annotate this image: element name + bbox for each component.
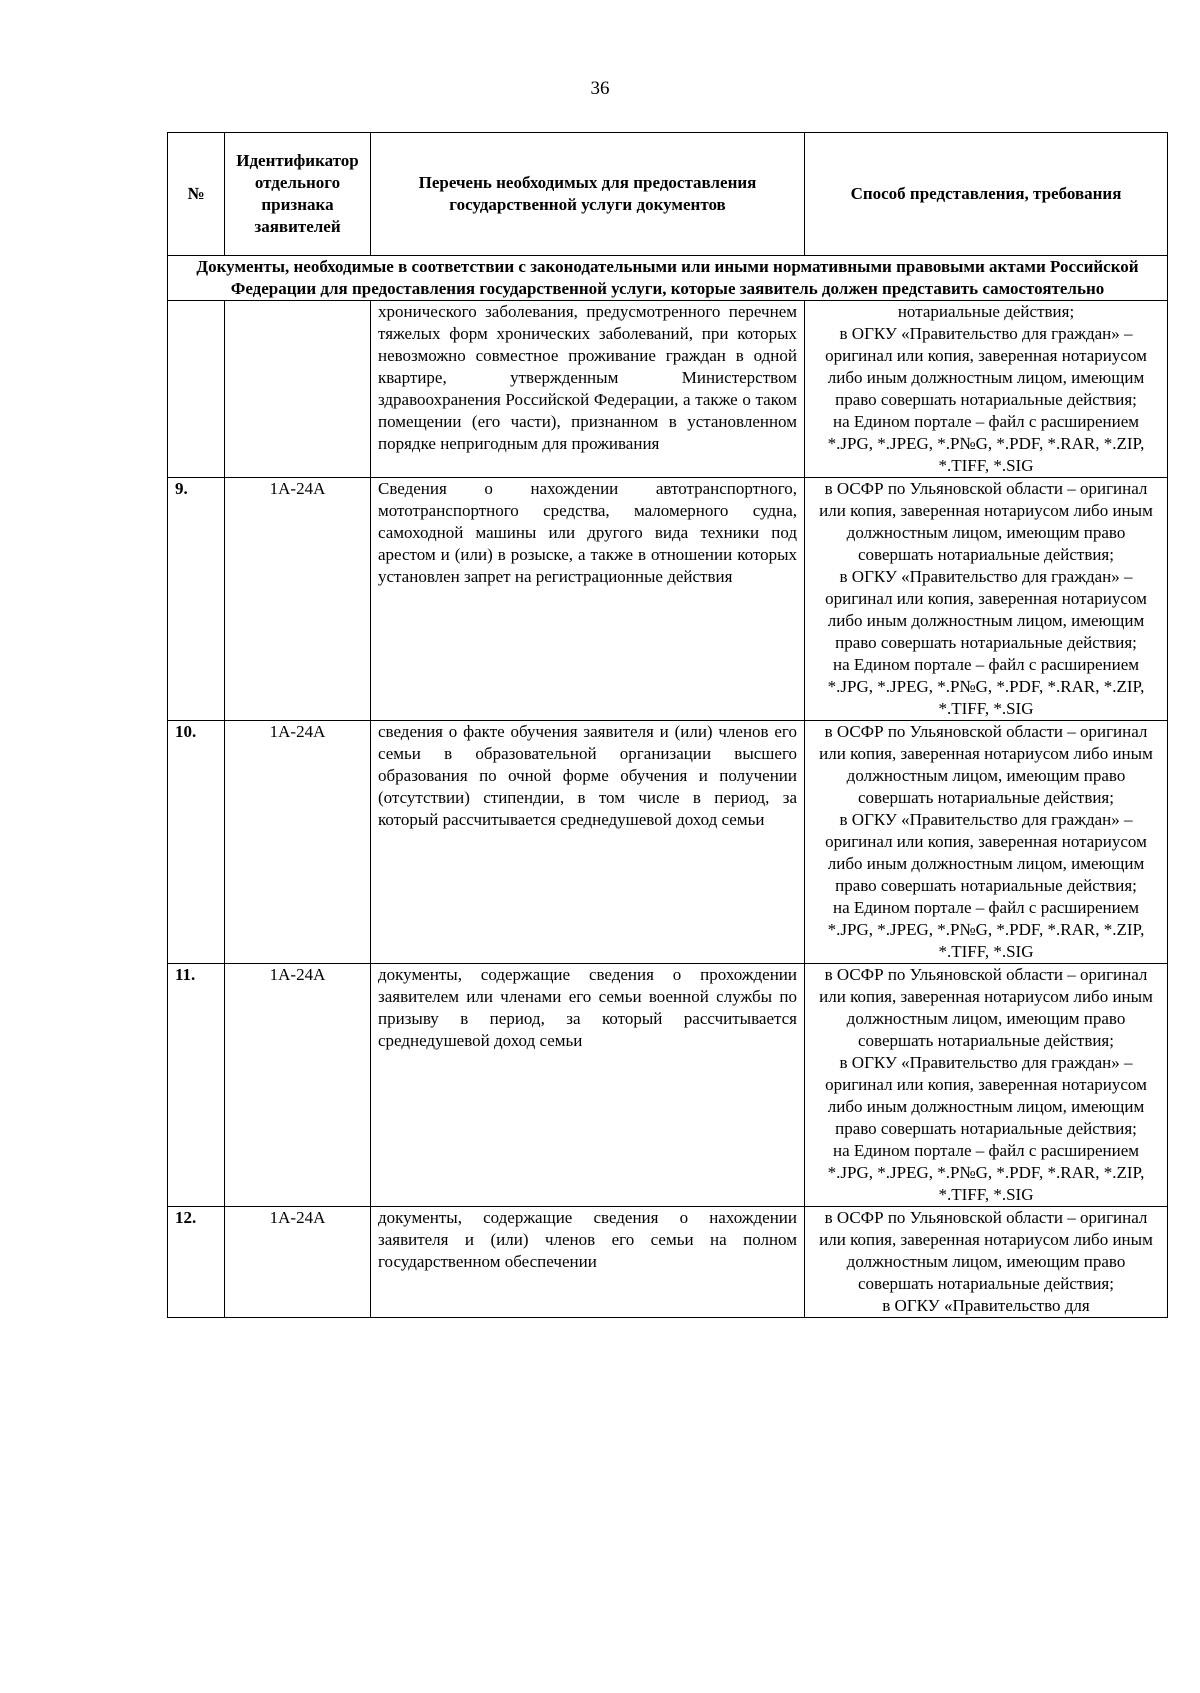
- row-identifier: 1А-24А: [225, 1207, 371, 1318]
- requirement-item: в ОГКУ «Правительство для граждан» – оригинал или копия, заверенная нотариусом либо иным должностным лицом, имеющим право совершать нотариальные действия;: [825, 324, 1147, 409]
- header-documents: Перечень необходимых для предоставления государственной услуги документов: [371, 133, 805, 256]
- header-method: Способ представления, требования: [805, 133, 1168, 256]
- section-title: Документы, необходимые в соответствии с законодательными или иными нормативными правовыми актами Российской Федерации для предоставления государственной услуги, которые заявитель должен представить самостоятельно: [168, 256, 1168, 301]
- row-description: Сведения о нахождении автотранспортного, мототранспортного средства, маломерного судна, самоходной машины или другого вида техники под арестом и (или) в розыске, а также в отношении которых установлен запрет на регистрационные действия: [371, 478, 805, 721]
- row-requirements: [805, 1207, 1168, 1318]
- row-description: документы, содержащие сведения о прохождении заявителем или членами его семьи военной службы по призыву в период, за который рассчитывается среднедушевой доход семьи: [371, 964, 805, 1207]
- row-number: 12.: [168, 1207, 225, 1318]
- row-number: 9.: [168, 478, 225, 721]
- requirement-item: на Едином портале – файл с расширением *.JPG, *.JPEG, *.P№G, *.PDF, *.RAR, *.ZIP, *.TIFF, *.SIG: [827, 655, 1145, 718]
- table-row: [168, 478, 1168, 721]
- row-number: 11.: [168, 964, 225, 1207]
- row-identifier: 1А-24А: [225, 721, 371, 964]
- row-description: хронического заболевания, предусмотренного перечнем тяжелых форм хронических заболеваний, при которых невозможно совместное проживание граждан в одной квартире, утвержденным Министерством здравоохранения Российской Федерации, а также о таком помещении (его части), признанном в установленном порядке непригодным для проживания: [371, 301, 805, 478]
- row-requirements: [805, 478, 1168, 721]
- requirement-item: в ОГКУ «Правительство для: [882, 1296, 1090, 1315]
- row-identifier: 1А-24А: [225, 964, 371, 1207]
- table-header-row: [168, 133, 1168, 256]
- requirement-item: в ОСФР по Ульяновской области – оригинал или копия, заверенная нотариусом либо иным должностным лицом, имеющим право совершать нотариальные действия;: [819, 965, 1153, 1050]
- documents-table: [167, 132, 1168, 1318]
- table-row: [168, 1207, 1168, 1318]
- row-requirements: [805, 964, 1168, 1207]
- header-num: №: [168, 133, 225, 256]
- row-requirements: [805, 301, 1168, 478]
- requirement-item: на Едином портале – файл с расширением *.JPG, *.JPEG, *.P№G, *.PDF, *.RAR, *.ZIP, *.TIFF, *.SIG: [827, 898, 1145, 961]
- requirement-item: в ОГКУ «Правительство для граждан» – оригинал или копия, заверенная нотариусом либо иным должностным лицом, имеющим право совершать нотариальные действия;: [825, 810, 1147, 895]
- requirement-item: в ОСФР по Ульяновской области – оригинал или копия, заверенная нотариусом либо иным должностным лицом, имеющим право совершать нотариальные действия;: [819, 479, 1153, 564]
- row-description: документы, содержащие сведения о нахождении заявителя и (или) членов его семьи на полном государственном обеспечении: [371, 1207, 805, 1318]
- requirement-item: в ОСФР по Ульяновской области – оригинал или копия, заверенная нотариусом либо иным должностным лицом, имеющим право совершать нотариальные действия;: [819, 1208, 1153, 1293]
- page-number: 36: [590, 78, 610, 99]
- section-row: [168, 256, 1168, 301]
- row-number: [168, 301, 225, 478]
- requirement-item: в ОГКУ «Правительство для граждан» – оригинал или копия, заверенная нотариусом либо иным должностным лицом, имеющим право совершать нотариальные действия;: [825, 567, 1147, 652]
- table-row: [168, 964, 1168, 1207]
- row-requirements: [805, 721, 1168, 964]
- row-identifier: 1А-24А: [225, 478, 371, 721]
- table-row: [168, 301, 1168, 478]
- row-identifier: [225, 301, 371, 478]
- row-description: сведения о факте обучения заявителя и (или) членов его семьи в образовательной организации высшего образования по очной форме обучения и получении (отсутствии) стипендии, в том числе в период, за который рассчитывается среднедушевой доход семьи: [371, 721, 805, 964]
- requirement-item: в ОСФР по Ульяновской области – оригинал или копия, заверенная нотариусом либо иным должностным лицом, имеющим право совершать нотариальные действия;: [819, 722, 1153, 807]
- requirement-item: в ОГКУ «Правительство для граждан» – оригинал или копия, заверенная нотариусом либо иным должностным лицом, имеющим право совершать нотариальные действия;: [825, 1053, 1147, 1138]
- requirement-item: на Едином портале – файл с расширением *.JPG, *.JPEG, *.P№G, *.PDF, *.RAR, *.ZIP, *.TIFF, *.SIG: [827, 1141, 1145, 1204]
- requirement-item: нотариальные действия;: [897, 302, 1075, 321]
- row-number: 10.: [168, 721, 225, 964]
- header-identifier: Идентификатор отдельного признака заявителей: [225, 133, 371, 256]
- requirement-item: на Едином портале – файл с расширением *.JPG, *.JPEG, *.P№G, *.PDF, *.RAR, *.ZIP, *.TIFF, *.SIG: [827, 412, 1145, 475]
- table-row: [168, 721, 1168, 964]
